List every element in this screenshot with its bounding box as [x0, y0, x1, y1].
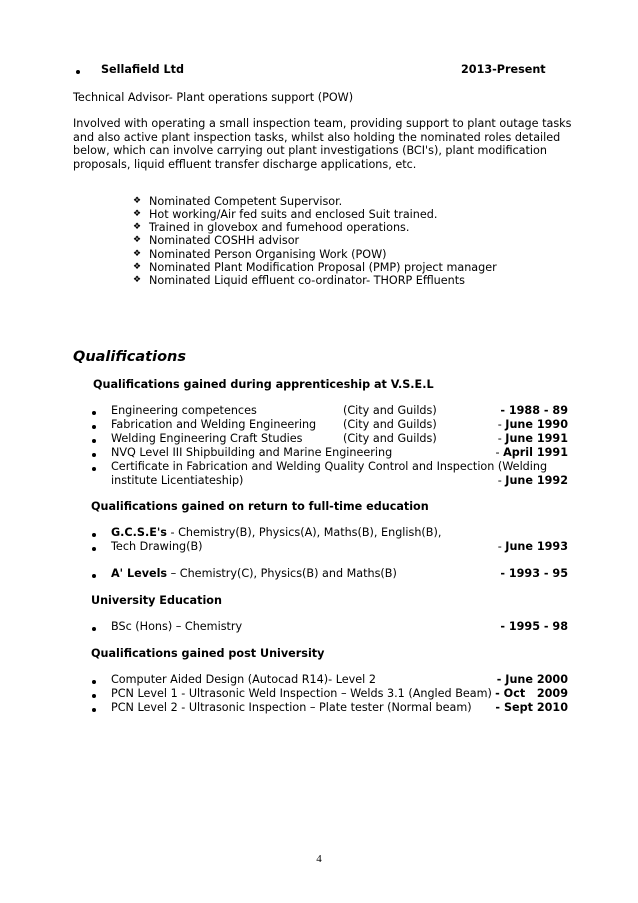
job-description: Involved with operating a small inspection team, providing support to plant outage tasks and also active plant inspection tasks, whilst also holding the nominated roles detailed below, which can involve carrying out plant investigations (BCI's), plant modification proposals, liquid effluent transfer discharge applications, etc.	[73, 117, 572, 171]
qualification-date: June 1990	[505, 418, 568, 431]
qualification-date-row: - June 1991	[497, 432, 568, 445]
diamond-bullet-icon: ❖	[133, 209, 142, 219]
qualification-name: Certificate in Fabrication and Welding Quality Control and Inspection (Welding	[111, 460, 548, 473]
gcse-date: June 1993	[505, 540, 568, 553]
qualification-body: (City and Guilds)	[343, 418, 437, 431]
page-number: 4	[316, 853, 322, 865]
qualification-name: Fabrication and Welding Engineering	[111, 418, 317, 431]
role-item: Trained in glovebox and fumehood operations.	[149, 221, 410, 234]
qualification-date: June 1991	[505, 432, 568, 445]
degree-date: - 1995 - 98	[500, 620, 568, 633]
employer-dates: 2013-Present	[461, 63, 546, 76]
bullet	[92, 694, 96, 698]
diamond-bullet-icon: ❖	[133, 222, 142, 232]
section-heading-qualifications: Qualifications	[73, 349, 186, 365]
gcse-row	[111, 526, 441, 540]
diamond-bullet-icon: ❖	[133, 275, 142, 285]
bullet	[92, 467, 96, 471]
alevel-subjects: – Chemistry(C), Physics(B) and Maths(B)	[167, 567, 397, 580]
bullet	[92, 453, 96, 457]
qualification-name-continued: institute Licentiateship)	[111, 474, 244, 487]
role-item: Nominated COSHH advisor	[149, 234, 300, 247]
bullet	[92, 439, 96, 443]
subheading-apprenticeship: Qualifications gained during apprenticeship at V.S.E.L	[93, 378, 434, 391]
tech-drawing: Tech Drawing(B)	[111, 540, 203, 553]
qualification-date-row: - June 1992	[497, 474, 568, 487]
subheading-education: Qualifications gained on return to full-time education	[91, 500, 429, 513]
degree: BSc (Hons) – Chemistry	[111, 620, 243, 633]
qualification-name: Engineering competences	[111, 404, 257, 417]
qualification-body: (City and Guilds)	[343, 404, 437, 417]
role-item: Nominated Competent Supervisor.	[149, 195, 343, 208]
job-title: Technical Advisor- Plant operations support (POW)	[73, 91, 354, 104]
gcse-label: G.C.S.E's	[111, 526, 167, 539]
qualification-date: - Sept 2010	[495, 701, 568, 714]
alevel-label: A' Levels	[111, 567, 168, 580]
bullet	[92, 708, 96, 712]
gcse-subjects: - Chemistry(B), Physics(A), Maths(B), English(B),	[166, 526, 442, 539]
bullet	[92, 680, 96, 684]
qualification-name: NVQ Level III Shipbuilding and Marine Engineering	[111, 446, 393, 459]
gcse-date-row: - June 1993	[497, 540, 568, 553]
role-item: Nominated Plant Modification Proposal (PMP) project manager	[149, 261, 497, 274]
bullet	[92, 411, 96, 415]
qualification-date: - 1988 - 89	[500, 404, 568, 417]
qualification-date: April 1991	[503, 446, 568, 459]
subheading-university: University Education	[91, 594, 222, 607]
qualification-date: June 1992	[505, 474, 568, 487]
role-item: Nominated Liquid effluent co-ordinator- THORP Effluents	[149, 274, 465, 287]
alevel-date: - 1993 - 95	[500, 567, 568, 580]
qualification-name: Welding Engineering Craft Studies	[111, 432, 303, 445]
bullet	[92, 627, 96, 631]
bullet	[92, 533, 96, 537]
diamond-bullet-icon: ❖	[133, 196, 142, 206]
bullet	[92, 547, 96, 551]
qualification-date: - Oct 2009	[495, 687, 568, 700]
qualification-name: PCN Level 2 - Ultrasonic Inspection – Plate tester (Normal beam)	[111, 701, 472, 714]
diamond-bullet-icon: ❖	[133, 249, 142, 259]
diamond-bullet-icon: ❖	[133, 235, 142, 245]
qualification-name: Computer Aided Design (Autocad R14)- Level 2	[111, 673, 376, 686]
bullet	[92, 425, 96, 429]
subheading-post-university: Qualifications gained post University	[91, 647, 325, 660]
qualification-date: - June 2000	[496, 673, 568, 686]
alevel-row	[111, 567, 397, 581]
employer-name: Sellafield Ltd	[101, 63, 184, 76]
qualification-date-row: - April 1991	[495, 446, 568, 459]
role-item: Hot working/Air fed suits and enclosed Suit trained.	[149, 208, 438, 221]
bullet	[76, 70, 80, 74]
qualification-date-row: - June 1990	[497, 418, 568, 431]
diamond-bullet-icon: ❖	[133, 262, 142, 272]
qualification-name: PCN Level 1 - Ultrasonic Weld Inspection – Welds 3.1 (Angled Beam)	[111, 687, 492, 700]
bullet	[92, 574, 96, 578]
qualification-body: (City and Guilds)	[343, 432, 437, 445]
role-item: Nominated Person Organising Work (POW)	[149, 248, 387, 261]
